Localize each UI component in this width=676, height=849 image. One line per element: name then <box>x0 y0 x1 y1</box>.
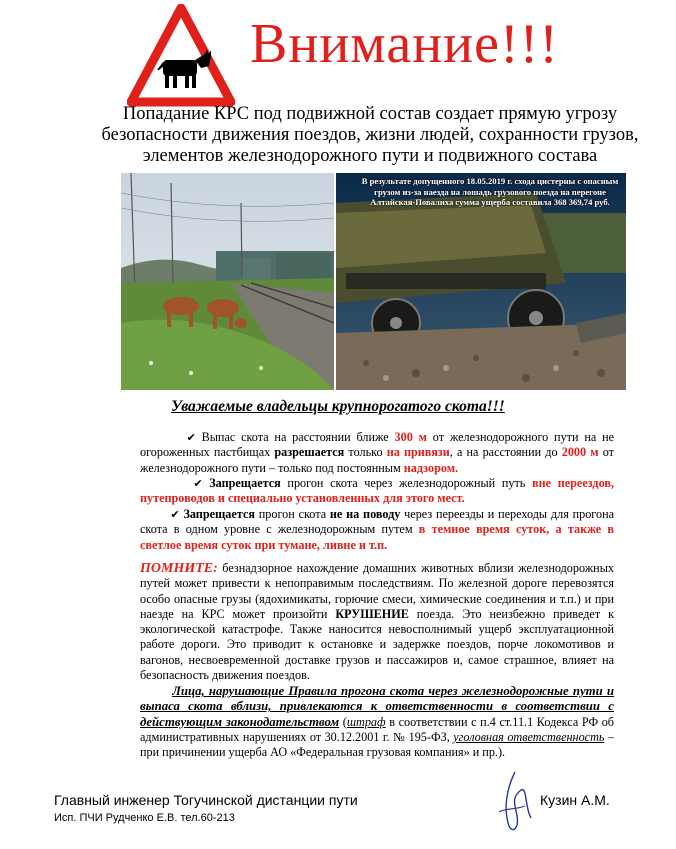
check-mark-icon: ✔ <box>193 477 203 490</box>
executor-contact: Исп. ПЧИ Рудченко Е.В. тел.60-213 <box>54 812 235 824</box>
crossing-rules-paragraph: ✔ Запрещается прогон скота через железнодорожный путь вне переездов, путепроводов и специально установленных для этого мест. <box>140 476 615 506</box>
liability-paragraph: Лица, нарушающие Правила прогона скота через железнодорожные пути и выпаса скота вблизи, привлекаются к ответственности в соответствии с действующим законодательством (штраф в соответствии с п.4 ст.11.1 Кодекса РФ об административных нарушениях от 30.12.2001 г. № 195-ФЗ, уголовная ответственность – при причинении ущерба АО «Федеральная грузовая компания» и пр.). <box>140 684 615 760</box>
section-heading: Уважаемые владельцы крупнорогатого скота!!! <box>171 398 505 415</box>
signature-icon <box>485 768 545 838</box>
lead-rules-paragraph: ✔ Запрещается прогон скота не на поводу через переезды и переходы для прогона скота в одном уровне с железнодорожным путем в темное время суток, а также в светлое время суток при тумане, ливне и т.п. <box>140 507 615 552</box>
signatory-name: Кузин А.М. <box>540 792 610 808</box>
remember-paragraph: ПОМНИТЕ: безнадзорное нахождение домашних животных вблизи железнодорожных путей может привести к непоправимым последствиям. По железной дороге перевозятся особо опасные грузы (ядохимикаты, горючие смеси, химические соединения и т.п.) и при наезде на КРС может произойти КРУШЕНИЕ поезда. Это неизбежно приведет к экологической катастрофе. Также наносится невосполнимый ущерб эксплуатационной работе дороги. Это приводит к остановке и задержке поездов, порче локомотивов и вагонов, несвоевременной доставке грузов и пассажиров и, самое страшное, влияет на безопасность движения поездов. <box>140 561 614 683</box>
page-title: Внимание!!! <box>250 13 559 75</box>
cattle-warning-sign-icon <box>127 4 235 108</box>
signatory-position: Главный инженер Тогучинской дистанции пути <box>54 792 358 808</box>
check-mark-icon: ✔ <box>186 431 196 444</box>
photo-caption: В результате допущенного 18.05.2019 г. схода цистерны с опасным грузом из-за наезда на лошадь грузового поезда на перегоне Алтайская-Повалиха сумма ущерба составила 368 369,74 руб. <box>361 176 619 208</box>
cattle-near-railway-photo <box>121 173 334 390</box>
grazing-rules-paragraph: ✔ Выпас скота на расстоянии ближе 300 м от железнодорожного пути на не огороженных пастбищах разрешается только на привязи, а на расстоянии до 2000 м от железнодорожного пути – только под постоянным надзором. <box>140 430 615 475</box>
subtitle: Попадание КРС под подвижной состав создает прямую угрозу безопасности движения поездов, жизни людей, сохранности грузов, элементов железнодорожного пути и подвижного состава <box>101 104 639 166</box>
check-mark-icon: ✔ <box>170 508 180 521</box>
